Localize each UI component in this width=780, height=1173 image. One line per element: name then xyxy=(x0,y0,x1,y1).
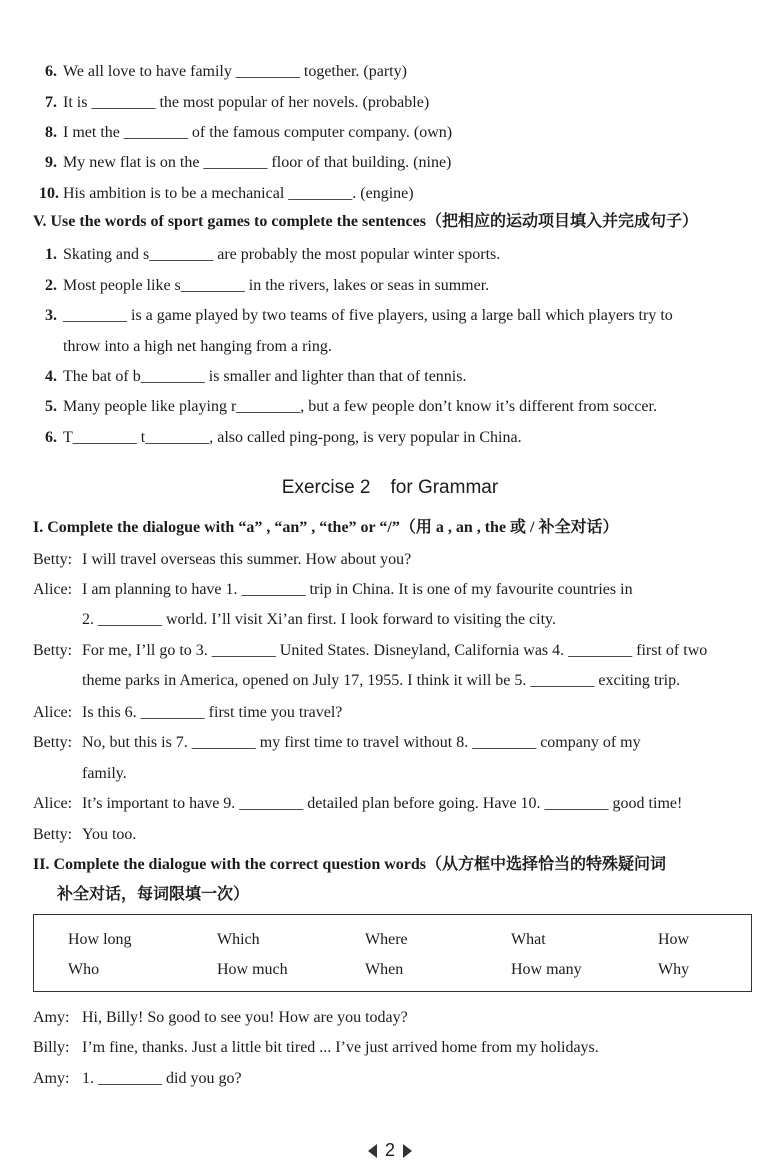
dialogue-text: Hi, Billy! So good to see you! How are you today? xyxy=(82,1009,408,1026)
word-option: What xyxy=(511,931,546,948)
speaker: Amy: xyxy=(33,1009,70,1026)
item-number: 3. xyxy=(45,307,57,324)
speaker: Betty: xyxy=(33,826,73,843)
word-option: How many xyxy=(511,961,582,978)
section-ii-heading: II. Complete the dialogue with the correct question words（从方框中选择恰当的特殊疑问词 xyxy=(33,856,667,873)
item-text: ________ is a game played by two teams of five players, using a large ball which players try to xyxy=(63,307,673,324)
item-number: 8. xyxy=(45,124,57,141)
dialogue-text: theme parks in America, opened on July 17, 1955. I think it will be 5. ________ exciting trip. xyxy=(82,672,681,689)
item-text: Many people like playing r________, but a few people don’t know it’s different from soccer. xyxy=(63,398,657,415)
item-number: 7. xyxy=(45,94,57,111)
dialogue-text: Is this 6. ________ first time you travel? xyxy=(82,704,343,721)
word-option: When xyxy=(365,961,404,978)
speaker: Billy: xyxy=(33,1039,70,1056)
dialogue-text: 2. ________ world. I’ll visit Xi’an first. I look forward to visiting the city. xyxy=(82,611,557,628)
item-text: His ambition is to be a mechanical ________. (engine) xyxy=(63,185,414,202)
page-number: 2 xyxy=(384,1140,395,1160)
section-ii-heading-cont: 补全对话，每词限填一次） xyxy=(57,886,250,903)
dialogue-text: 1. ________ did you go? xyxy=(82,1070,242,1087)
word-option: Why xyxy=(658,961,690,978)
word-box xyxy=(33,914,752,992)
speaker: Betty: xyxy=(33,642,73,659)
item-number: 1. xyxy=(45,246,57,263)
item-text: I met the ________ of the famous computer company. (own) xyxy=(63,124,453,141)
dialogue-text: It’s important to have 9. ________ detailed plan before going. Have 10. ________ good time! xyxy=(82,795,683,812)
speaker: Alice: xyxy=(33,581,73,598)
exercise-title-part1: Exercise 2 xyxy=(281,477,371,498)
speaker: Betty: xyxy=(33,734,73,751)
dialogue-text: For me, I’ll go to 3. ________ United States. Disneyland, California was 4. ________ first of two xyxy=(82,642,708,659)
speaker: Alice: xyxy=(33,795,73,812)
page-footer xyxy=(0,1140,780,1161)
word-option: Which xyxy=(217,931,260,948)
item-text: Most people like s________ in the rivers, lakes or seas in summer. xyxy=(63,277,490,294)
word-option: How xyxy=(658,931,690,948)
item-number: 9. xyxy=(45,154,57,171)
item-number: 10. xyxy=(39,185,59,202)
dialogue-text: family. xyxy=(82,765,127,782)
chevron-left-icon xyxy=(368,1144,377,1158)
exercise-title-part2: for Grammar xyxy=(390,477,499,498)
item-number: 6. xyxy=(45,63,57,80)
item-text: throw into a high net hanging from a ring. xyxy=(63,338,332,355)
dialogue-text: I will travel overseas this summer. How about you? xyxy=(82,551,412,568)
section-v-heading: V. Use the words of sport games to complete the sentences（把相应的运动项目填入并完成句子） xyxy=(33,213,698,230)
word-option: Who xyxy=(68,961,100,978)
item-number: 6. xyxy=(45,429,57,446)
section-i-heading: I. Complete the dialogue with “a” , “an” , “the” or “/”（用 a , an , the 或 / 补全对话） xyxy=(33,519,619,536)
word-option: Where xyxy=(365,931,408,948)
item-number: 5. xyxy=(45,398,57,415)
item-number: 2. xyxy=(45,277,57,294)
dialogue-text: I’m fine, thanks. Just a little bit tired ... I’ve just arrived home from my holidays. xyxy=(82,1039,599,1056)
chevron-right-icon xyxy=(403,1144,412,1158)
speaker: Betty: xyxy=(33,551,73,568)
dialogue-text: I am planning to have 1. ________ trip in China. It is one of my favourite countries in xyxy=(82,581,633,598)
item-text: My new flat is on the ________ floor of that building. (nine) xyxy=(63,154,452,171)
dialogue-text: No, but this is 7. ________ my first time to travel without 8. ________ company of my xyxy=(82,734,641,751)
word-option: How much xyxy=(217,961,288,978)
item-text: The bat of b________ is smaller and lighter than that of tennis. xyxy=(63,368,467,385)
exercise-title xyxy=(0,477,780,499)
item-number: 4. xyxy=(45,368,57,385)
word-option: How long xyxy=(68,931,132,948)
item-text: T________ t________, also called ping-pong, is very popular in China. xyxy=(63,429,522,446)
speaker: Amy: xyxy=(33,1070,70,1087)
item-text: It is ________ the most popular of her novels. (probable) xyxy=(63,94,430,111)
speaker: Alice: xyxy=(33,704,73,721)
item-text: We all love to have family ________ together. (party) xyxy=(63,63,407,80)
item-text: Skating and s________ are probably the most popular winter sports. xyxy=(63,246,501,263)
dialogue-text: You too. xyxy=(82,826,137,843)
